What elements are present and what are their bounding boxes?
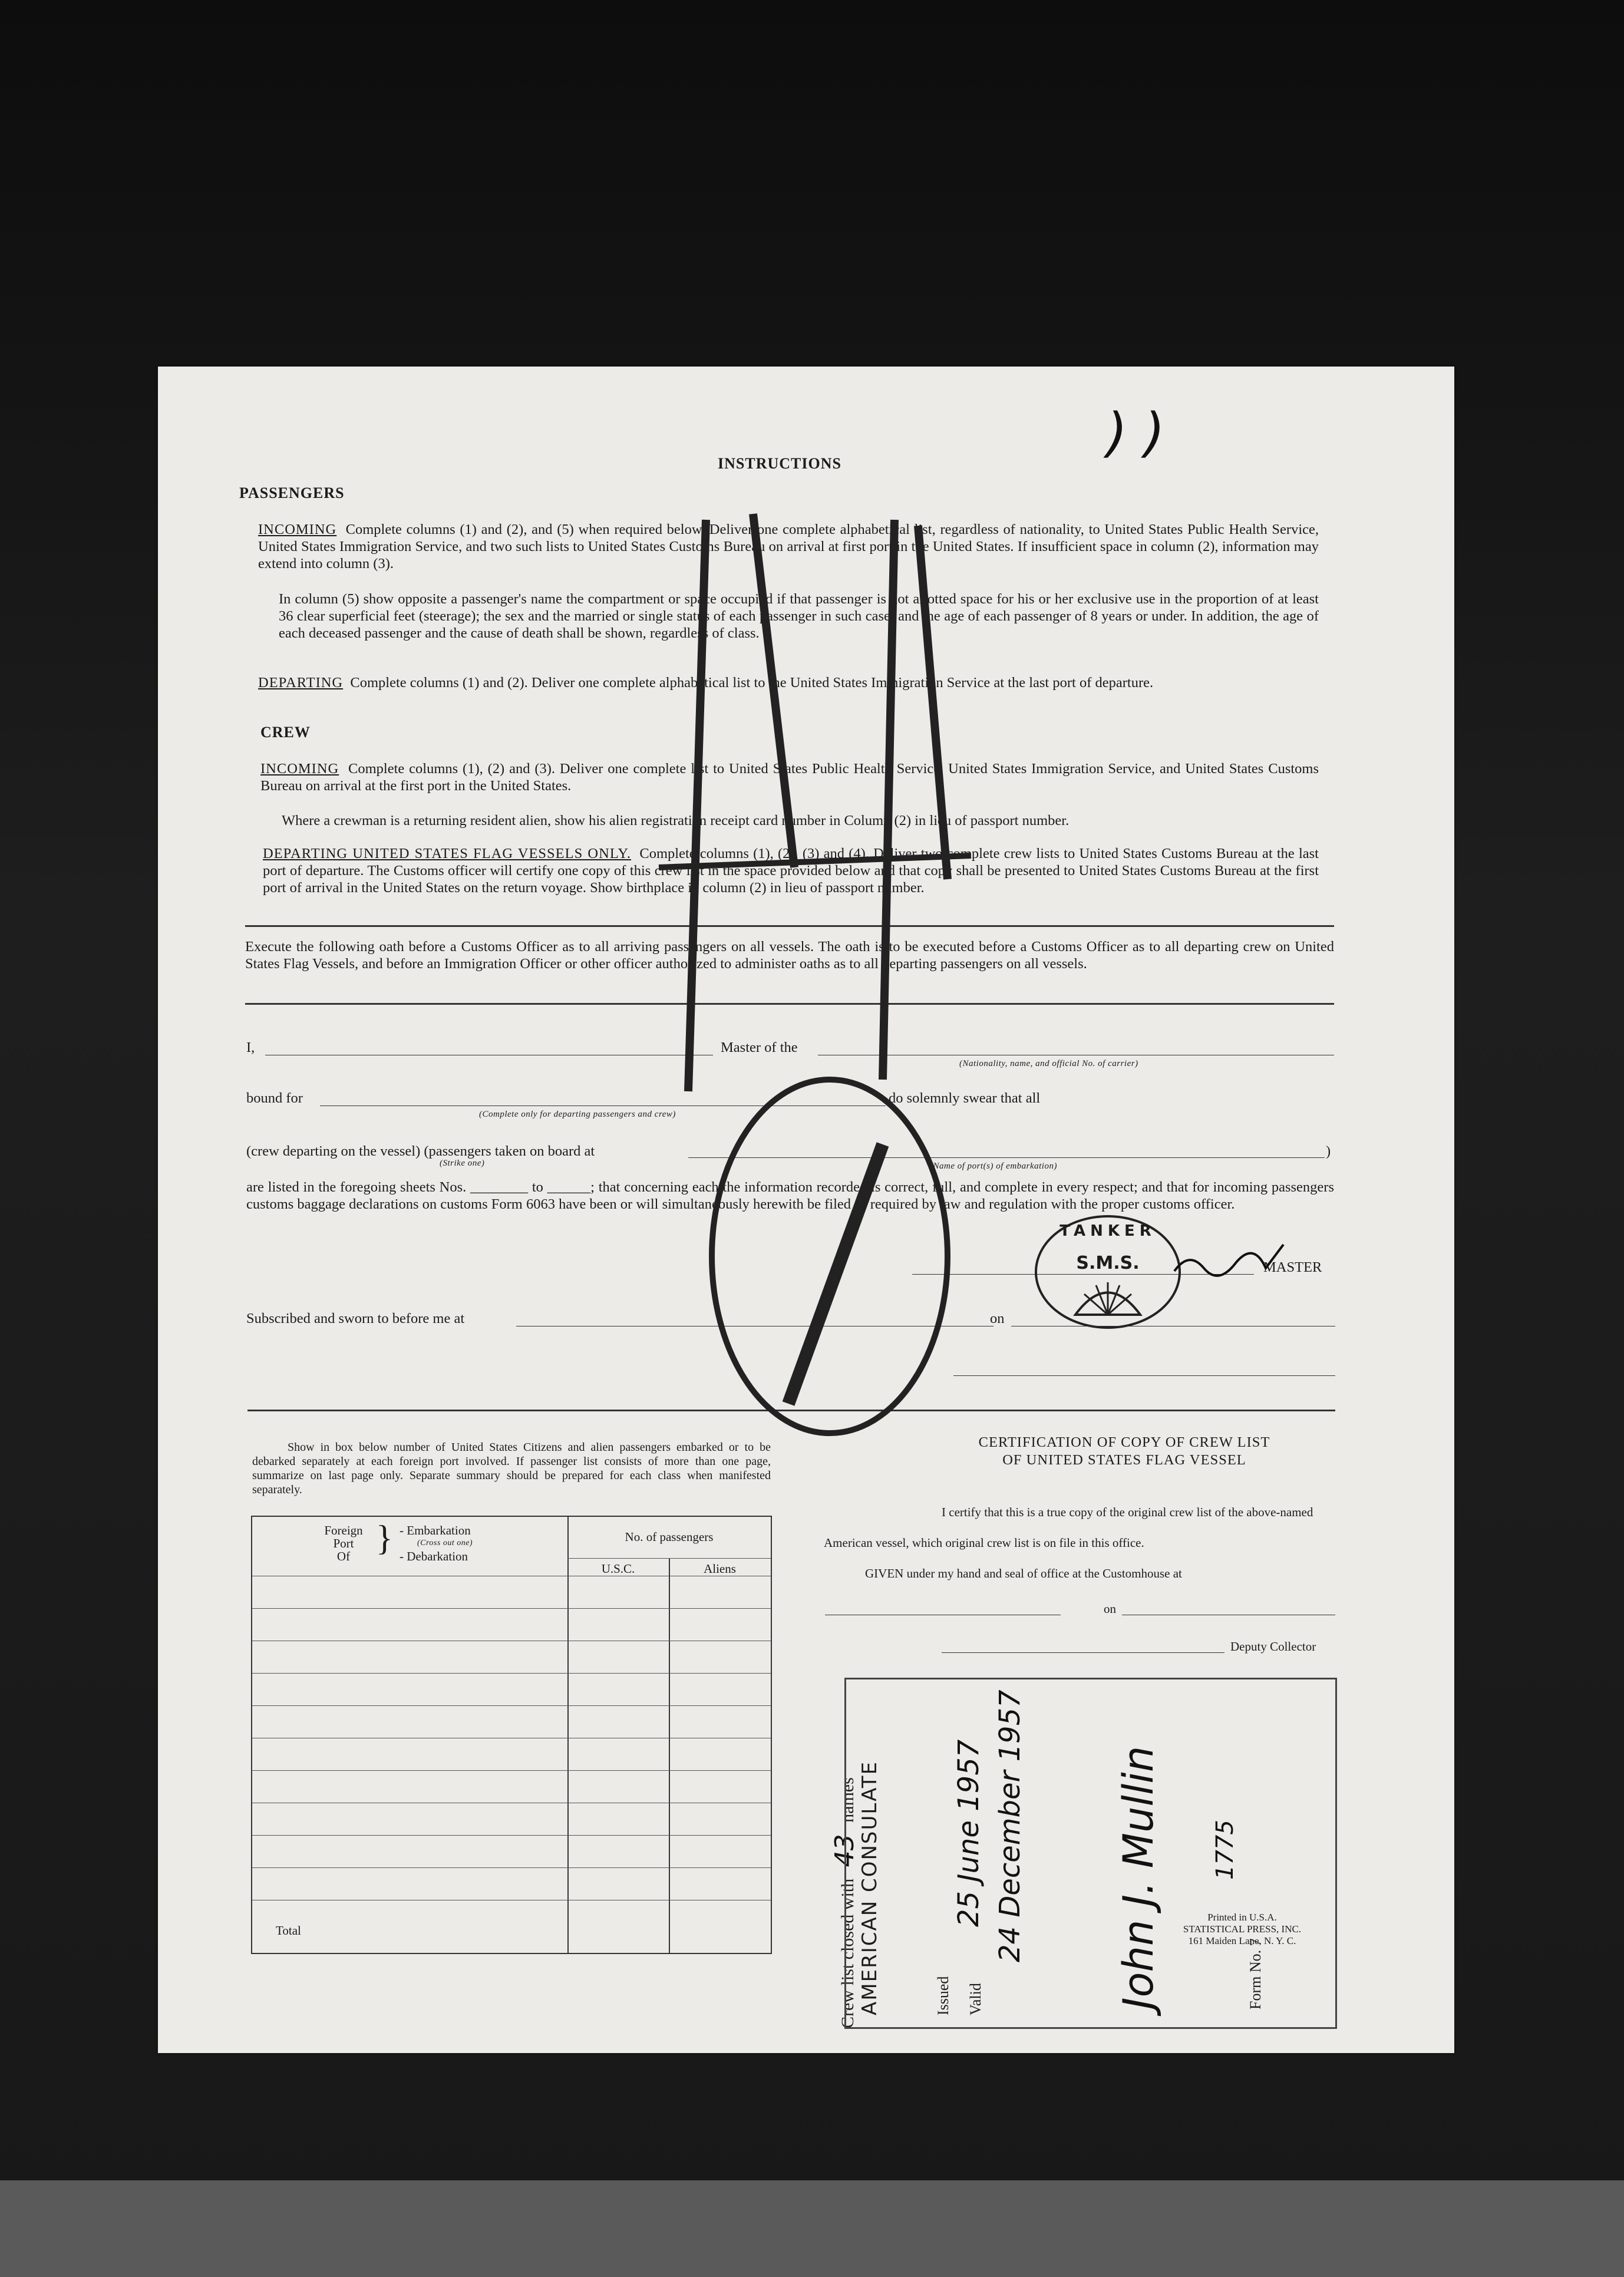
- table-row: [252, 1673, 771, 1674]
- corner-handwritten-marks: ) ): [1107, 402, 1165, 464]
- bound-for-label: bound for: [246, 1090, 303, 1106]
- printer-line-2: STATISTICAL PRESS, INC.: [1183, 1923, 1302, 1935]
- crew-heading: CREW: [260, 724, 311, 741]
- swear-text: do solemnly swear that all: [889, 1090, 1041, 1106]
- passengers-departing-text: Complete columns (1) and (2). Deliver one complete alphabetical list to the United States Immigration Service at the last port of departure.: [350, 675, 1154, 691]
- bound-for-caption: (Complete only for departing passengers and crew): [479, 1110, 676, 1119]
- passengers-count-header: No. of passengers: [625, 1530, 714, 1544]
- seal-ring-text: TANKER: [1059, 1222, 1156, 1240]
- printer-line-1: Printed in U.S.A.: [1207, 1912, 1277, 1923]
- valid-date: 24 December 1957: [993, 1689, 1026, 1962]
- handwritten-circle-mark: [688, 1074, 971, 1439]
- brace-glyph: }: [376, 1519, 393, 1557]
- scan-bottom-band: [0, 2180, 1624, 2277]
- summary-instructions: Show in box below number of United States Citizens and alien passengers embarked or to be debarked separately at each foreign port involved. If passenger list consists of more than one page, summarize on last page only. Separate summary should be prepared for each class when manifested separately.: [252, 1441, 771, 1496]
- oath-intro-paragraph: Execute the following oath before a Customs Officer as to all arriving passengers on all vessels. The oath is to be executed before a Customs Officer as to all departing crew on United States Flag Vessels, and before an Immigration Officer or other officer authorized to administer oaths as to all departing passengers on all vessels.: [245, 939, 1334, 972]
- officer-signature-line[interactable]: [953, 1375, 1335, 1376]
- passengers-incoming-text: Complete columns (1) and (2), and (5) when required below. Deliver one complete alphabetical list, regardless of nationality, to United States Public Health Service, United States Immigration Service, and two such lists to United States Customs Bureau on arrival at first port in the United States. If insufficient space in column (2), information may extend into column (3).: [258, 522, 1319, 572]
- crew-departing-text: (crew departing on the vessel) (passengers taken on board at: [246, 1143, 595, 1159]
- usc-header: U.S.C.: [601, 1562, 635, 1576]
- seal-initials: S.M.S.: [1076, 1253, 1140, 1273]
- debarkation-label: - Debarkation: [400, 1549, 468, 1563]
- document-page: [158, 367, 1454, 2053]
- crew-names-label: names: [838, 1777, 857, 1823]
- master-signature-scribble: [1171, 1239, 1289, 1280]
- table-row: [252, 1867, 771, 1868]
- sms-seal: [1035, 1215, 1181, 1329]
- ports-caption: (Name of port(s) of embarkation): [930, 1161, 1057, 1171]
- crew-resident-paragraph: Where a crewman is a returning resident alien, show his alien registration receipt card number in Column (2) in lieu of passport number.: [282, 813, 1070, 829]
- close-paren: ): [1326, 1143, 1331, 1159]
- deputy-collector-label: Deputy Collector: [1230, 1639, 1316, 1654]
- aliens-header: Aliens: [704, 1562, 736, 1576]
- master-label: MASTER: [1263, 1259, 1322, 1275]
- table-row: [252, 1770, 771, 1771]
- issued-label: Issued: [935, 1976, 952, 2015]
- shell-emblem-icon: [1070, 1276, 1146, 1318]
- passenger-summary-table: [251, 1516, 772, 1954]
- subscribed-on-label: on: [990, 1311, 1005, 1326]
- valid-label: Valid: [967, 1983, 984, 2015]
- table-header-divider: [567, 1558, 771, 1559]
- oath-i-label: I,: [246, 1040, 255, 1055]
- embarkation-label: - Embarkation: [400, 1523, 471, 1537]
- issued-date: 25 June 1957: [952, 1739, 985, 1927]
- listed-sheets-paragraph: are listed in the foregoing sheets Nos. ________ to ______; that concerning each the information recorded is correct, full, and complete in every respect; and that for incoming passengers customs baggage declarations on customs Form 6063 have been or will simultaneously herewith be filed as required by law and regulation with the proper customs officer.: [246, 1179, 1334, 1212]
- consul-signature: John J. Mullin: [1114, 1745, 1163, 2009]
- certification-title-2: OF UNITED STATES FLAG VESSEL: [1002, 1452, 1246, 1468]
- certification-text-1: I certify that this is a true copy of the original crew list of the above-named: [942, 1505, 1313, 1519]
- master-of-label: Master of the: [721, 1040, 798, 1055]
- printer-imprint: [1154, 1912, 1331, 1947]
- handwritten-sheet-no: [1071, 437, 1072, 438]
- embark-debark-labels: [400, 1524, 473, 1563]
- certification-given: GIVEN under my hand and seal of office at the Customhouse at: [865, 1566, 1182, 1580]
- foreign-port-label: [314, 1524, 373, 1563]
- passengers-departing-lead: DEPARTING: [258, 675, 344, 691]
- crew-incoming-lead: INCOMING: [260, 761, 339, 777]
- fee-number: 1775: [1212, 1820, 1239, 1880]
- table-col-divider: [669, 1558, 670, 1953]
- total-label: Total: [276, 1923, 301, 1938]
- table-row: [252, 1705, 771, 1706]
- page-title: INSTRUCTIONS: [718, 455, 841, 472]
- of-label: Of: [336, 1549, 351, 1563]
- foreign-label: Foreign: [324, 1523, 363, 1537]
- crew-departing-text: Complete columns (1), (2), (3) and (4). Deliver two complete crew lists to United States Customs Bureau at the last port of departure. The Customs officer will certify one copy of this crew list in the space provided below and that copy shall be presented to United States Customs Bureau at the first port of arrival in the United States on the return voyage. Show birthplace in column (2) in lieu of passport number.: [263, 846, 1319, 896]
- printer-line-3: 161 Maiden Lane, N. Y. C.: [1188, 1935, 1296, 1946]
- passengers-column5-paragraph: In column (5) show opposite a passenger's name the compartment or space occupied if that passenger is not allotted space for his or her exclusive use in the proportion of at least 36 clear superficial feet (steerage); the sex and the married or single status of each passenger in such case; and the age of each passenger of 8 years or under. In addition, the age of each deceased passenger and the cause of death shall be shown, regardless of class.: [279, 591, 1319, 641]
- passengers-incoming-lead: INCOMING: [258, 522, 337, 537]
- certification-text-2: American vessel, which original crew list is on file in this office.: [824, 1536, 1144, 1550]
- crew-count: 43: [830, 1834, 860, 1867]
- passengers-heading: PASSENGERS: [239, 484, 345, 501]
- table-row: [252, 1608, 771, 1609]
- table-row: [252, 1835, 771, 1836]
- cross-out-caption: (Cross out one): [417, 1539, 473, 1547]
- crew-list-closed-text: Crew list closed with: [838, 1878, 857, 2028]
- certification-on-label: on: [1104, 1602, 1116, 1616]
- certification-title-1: CERTIFICATION OF COPY OF CREW LIST: [978, 1434, 1270, 1450]
- crew-incoming-text: Complete columns (1), (2) and (3). Deliver one complete list to United States Public Health Service, United States Immigration Service, and United States Customs Bureau on arrival at the first port in the United States.: [260, 761, 1319, 794]
- consulate-name: AMERICAN CONSULATE: [858, 1761, 882, 2015]
- deputy-signature-line[interactable]: [942, 1652, 1224, 1653]
- subscribed-label: Subscribed and sworn to before me at: [246, 1311, 465, 1326]
- table-col-divider: [567, 1517, 569, 1953]
- strike-one-caption: (Strike one): [440, 1159, 485, 1168]
- port-label: Port: [333, 1536, 354, 1550]
- carrier-caption: (Nationality, name, and official No. of carrier): [959, 1059, 1138, 1068]
- consulate-stamp: [844, 1678, 1337, 2029]
- form-number: Form No. 7: [1247, 1938, 1264, 2009]
- crew-departing-lead: DEPARTING UNITED STATES FLAG VESSELS ONLY.: [263, 846, 631, 862]
